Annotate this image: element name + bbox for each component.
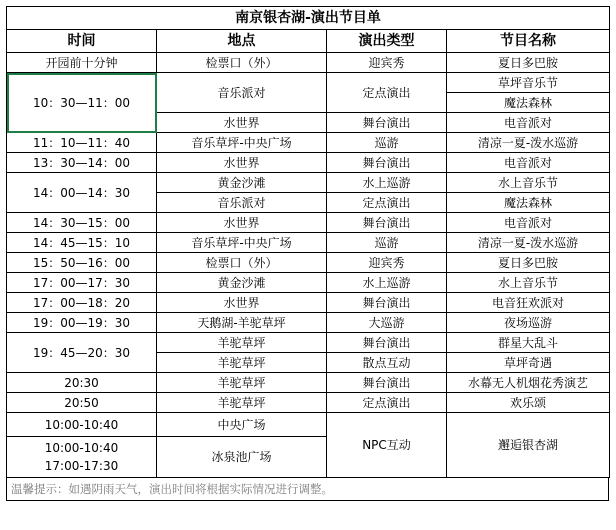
header-row	[7, 30, 610, 53]
footer-note	[6, 478, 609, 501]
schedule-sheet	[6, 6, 609, 501]
header-time[interactable]: 时间	[7, 30, 157, 53]
cell-time[interactable]: 11：10—11：40	[7, 133, 157, 153]
cell-type[interactable]: 巡游	[327, 133, 447, 153]
cell-place[interactable]: 检票口（外）	[157, 53, 327, 73]
cell-place[interactable]: 羊驼草坪	[157, 393, 327, 413]
cell-time-selected[interactable]: 10：30—11：00	[7, 73, 157, 133]
cell-name[interactable]: 电音派对	[447, 213, 610, 233]
cell-time[interactable]: 14：00—14：30	[7, 173, 157, 213]
table-row	[7, 133, 610, 153]
cell-place[interactable]: 羊驼草坪	[157, 353, 327, 373]
cell-type[interactable]: 舞台演出	[327, 293, 447, 313]
title-row	[7, 7, 610, 30]
cell-place[interactable]: 中央广场	[157, 413, 327, 437]
table-row	[7, 413, 610, 437]
cell-place[interactable]: 天鹅湖-羊驼草坪	[157, 313, 327, 333]
cell-place[interactable]: 黄金沙滩	[157, 173, 327, 193]
cell-name[interactable]: 水上音乐节	[447, 173, 610, 193]
table-row	[7, 393, 610, 413]
cell-type[interactable]: 定点演出	[327, 73, 447, 113]
cell-name[interactable]: 邂逅银杏湖	[447, 413, 610, 478]
cell-place[interactable]: 冰泉池广场	[157, 437, 327, 478]
table-row	[7, 233, 610, 253]
cell-name[interactable]: 水上音乐节	[447, 273, 610, 293]
cell-place[interactable]: 水世界	[157, 153, 327, 173]
cell-type[interactable]: 巡游	[327, 233, 447, 253]
cell-name[interactable]: 夜场巡游	[447, 313, 610, 333]
footer-note-text: 温馨提示：如遇阴雨天气，演出时间将根据实际情况进行调整。	[11, 482, 333, 496]
schedule-table	[6, 6, 610, 478]
cell-time[interactable]: 10:00-10:40	[7, 413, 157, 437]
cell-time[interactable]: 15：50—16：00	[7, 253, 157, 273]
cell-time[interactable]: 13：30—14：00	[7, 153, 157, 173]
cell-time[interactable]: 19：45—20：30	[7, 333, 157, 373]
cell-name[interactable]: 魔法森林	[447, 193, 610, 213]
cell-name[interactable]: 电音派对	[447, 153, 610, 173]
cell-name[interactable]: 群星大乱斗	[447, 333, 610, 353]
table-row	[7, 213, 610, 233]
header-place[interactable]: 地点	[157, 30, 327, 53]
cell-place[interactable]: 音乐草坪-中央广场	[157, 133, 327, 153]
cell-place[interactable]: 黄金沙滩	[157, 273, 327, 293]
cell-place[interactable]: 羊驼草坪	[157, 333, 327, 353]
table-title[interactable]: 南京银杏湖-演出节目单	[7, 7, 610, 30]
cell-name[interactable]: 电音派对	[447, 113, 610, 133]
cell-type[interactable]: 定点演出	[327, 393, 447, 413]
cell-type[interactable]: 迎宾秀	[327, 253, 447, 273]
cell-time[interactable]: 14：45—15：10	[7, 233, 157, 253]
cell-name[interactable]: 欢乐颂	[447, 393, 610, 413]
header-type[interactable]: 演出类型	[327, 30, 447, 53]
cell-type[interactable]: 大巡游	[327, 313, 447, 333]
table-row	[7, 313, 610, 333]
time-line-2: 17:00-17:30	[44, 459, 119, 473]
cell-time-multi[interactable]	[7, 437, 157, 478]
cell-place[interactable]: 音乐草坪-中央广场	[157, 233, 327, 253]
cell-type[interactable]: 定点演出	[327, 193, 447, 213]
table-row	[7, 333, 610, 353]
cell-type[interactable]: 舞台演出	[327, 373, 447, 393]
cell-time[interactable]: 17：00—17：30	[7, 273, 157, 293]
cell-type[interactable]: 迎宾秀	[327, 53, 447, 73]
cell-time[interactable]: 20:50	[7, 393, 157, 413]
table-row	[7, 373, 610, 393]
cell-name[interactable]: 清凉一夏-泼水巡游	[447, 233, 610, 253]
cell-type[interactable]: 水上巡游	[327, 173, 447, 193]
table-row	[7, 293, 610, 313]
cell-time[interactable]: 17：00—18：20	[7, 293, 157, 313]
cell-type[interactable]: NPC互动	[327, 413, 447, 478]
cell-time[interactable]: 开园前十分钟	[7, 53, 157, 73]
cell-name[interactable]: 魔法森林	[447, 93, 610, 113]
table-row	[7, 273, 610, 293]
table-row	[7, 173, 610, 193]
header-name[interactable]: 节目名称	[447, 30, 610, 53]
cell-name[interactable]: 夏日多巴胺	[447, 253, 610, 273]
table-row	[7, 153, 610, 173]
cell-name[interactable]: 清凉一夏-泼水巡游	[447, 133, 610, 153]
cell-place[interactable]: 水世界	[157, 293, 327, 313]
cell-place[interactable]: 羊驼草坪	[157, 373, 327, 393]
cell-place[interactable]: 音乐派对	[157, 73, 327, 113]
cell-place[interactable]: 水世界	[157, 213, 327, 233]
cell-type[interactable]: 散点互动	[327, 353, 447, 373]
table-row	[7, 53, 610, 73]
cell-name[interactable]: 电音狂欢派对	[447, 293, 610, 313]
cell-type[interactable]: 舞台演出	[327, 213, 447, 233]
table-row	[7, 253, 610, 273]
cell-name[interactable]: 夏日多巴胺	[447, 53, 610, 73]
cell-type[interactable]: 舞台演出	[327, 113, 447, 133]
table-row	[7, 73, 610, 93]
cell-time[interactable]: 14：30—15：00	[7, 213, 157, 233]
time-line-1: 10:00-10:40	[44, 441, 119, 455]
cell-type[interactable]: 水上巡游	[327, 273, 447, 293]
cell-place[interactable]: 水世界	[157, 113, 327, 133]
cell-type[interactable]: 舞台演出	[327, 333, 447, 353]
cell-type[interactable]: 舞台演出	[327, 153, 447, 173]
cell-place[interactable]: 音乐派对	[157, 193, 327, 213]
cell-name[interactable]: 草坪奇遇	[447, 353, 610, 373]
cell-time[interactable]: 19：00—19：30	[7, 313, 157, 333]
cell-time[interactable]: 20:30	[7, 373, 157, 393]
cell-name[interactable]: 草坪音乐节	[447, 73, 610, 93]
cell-name[interactable]: 水幕无人机烟花秀演艺	[447, 373, 610, 393]
cell-place[interactable]: 检票口（外）	[157, 253, 327, 273]
